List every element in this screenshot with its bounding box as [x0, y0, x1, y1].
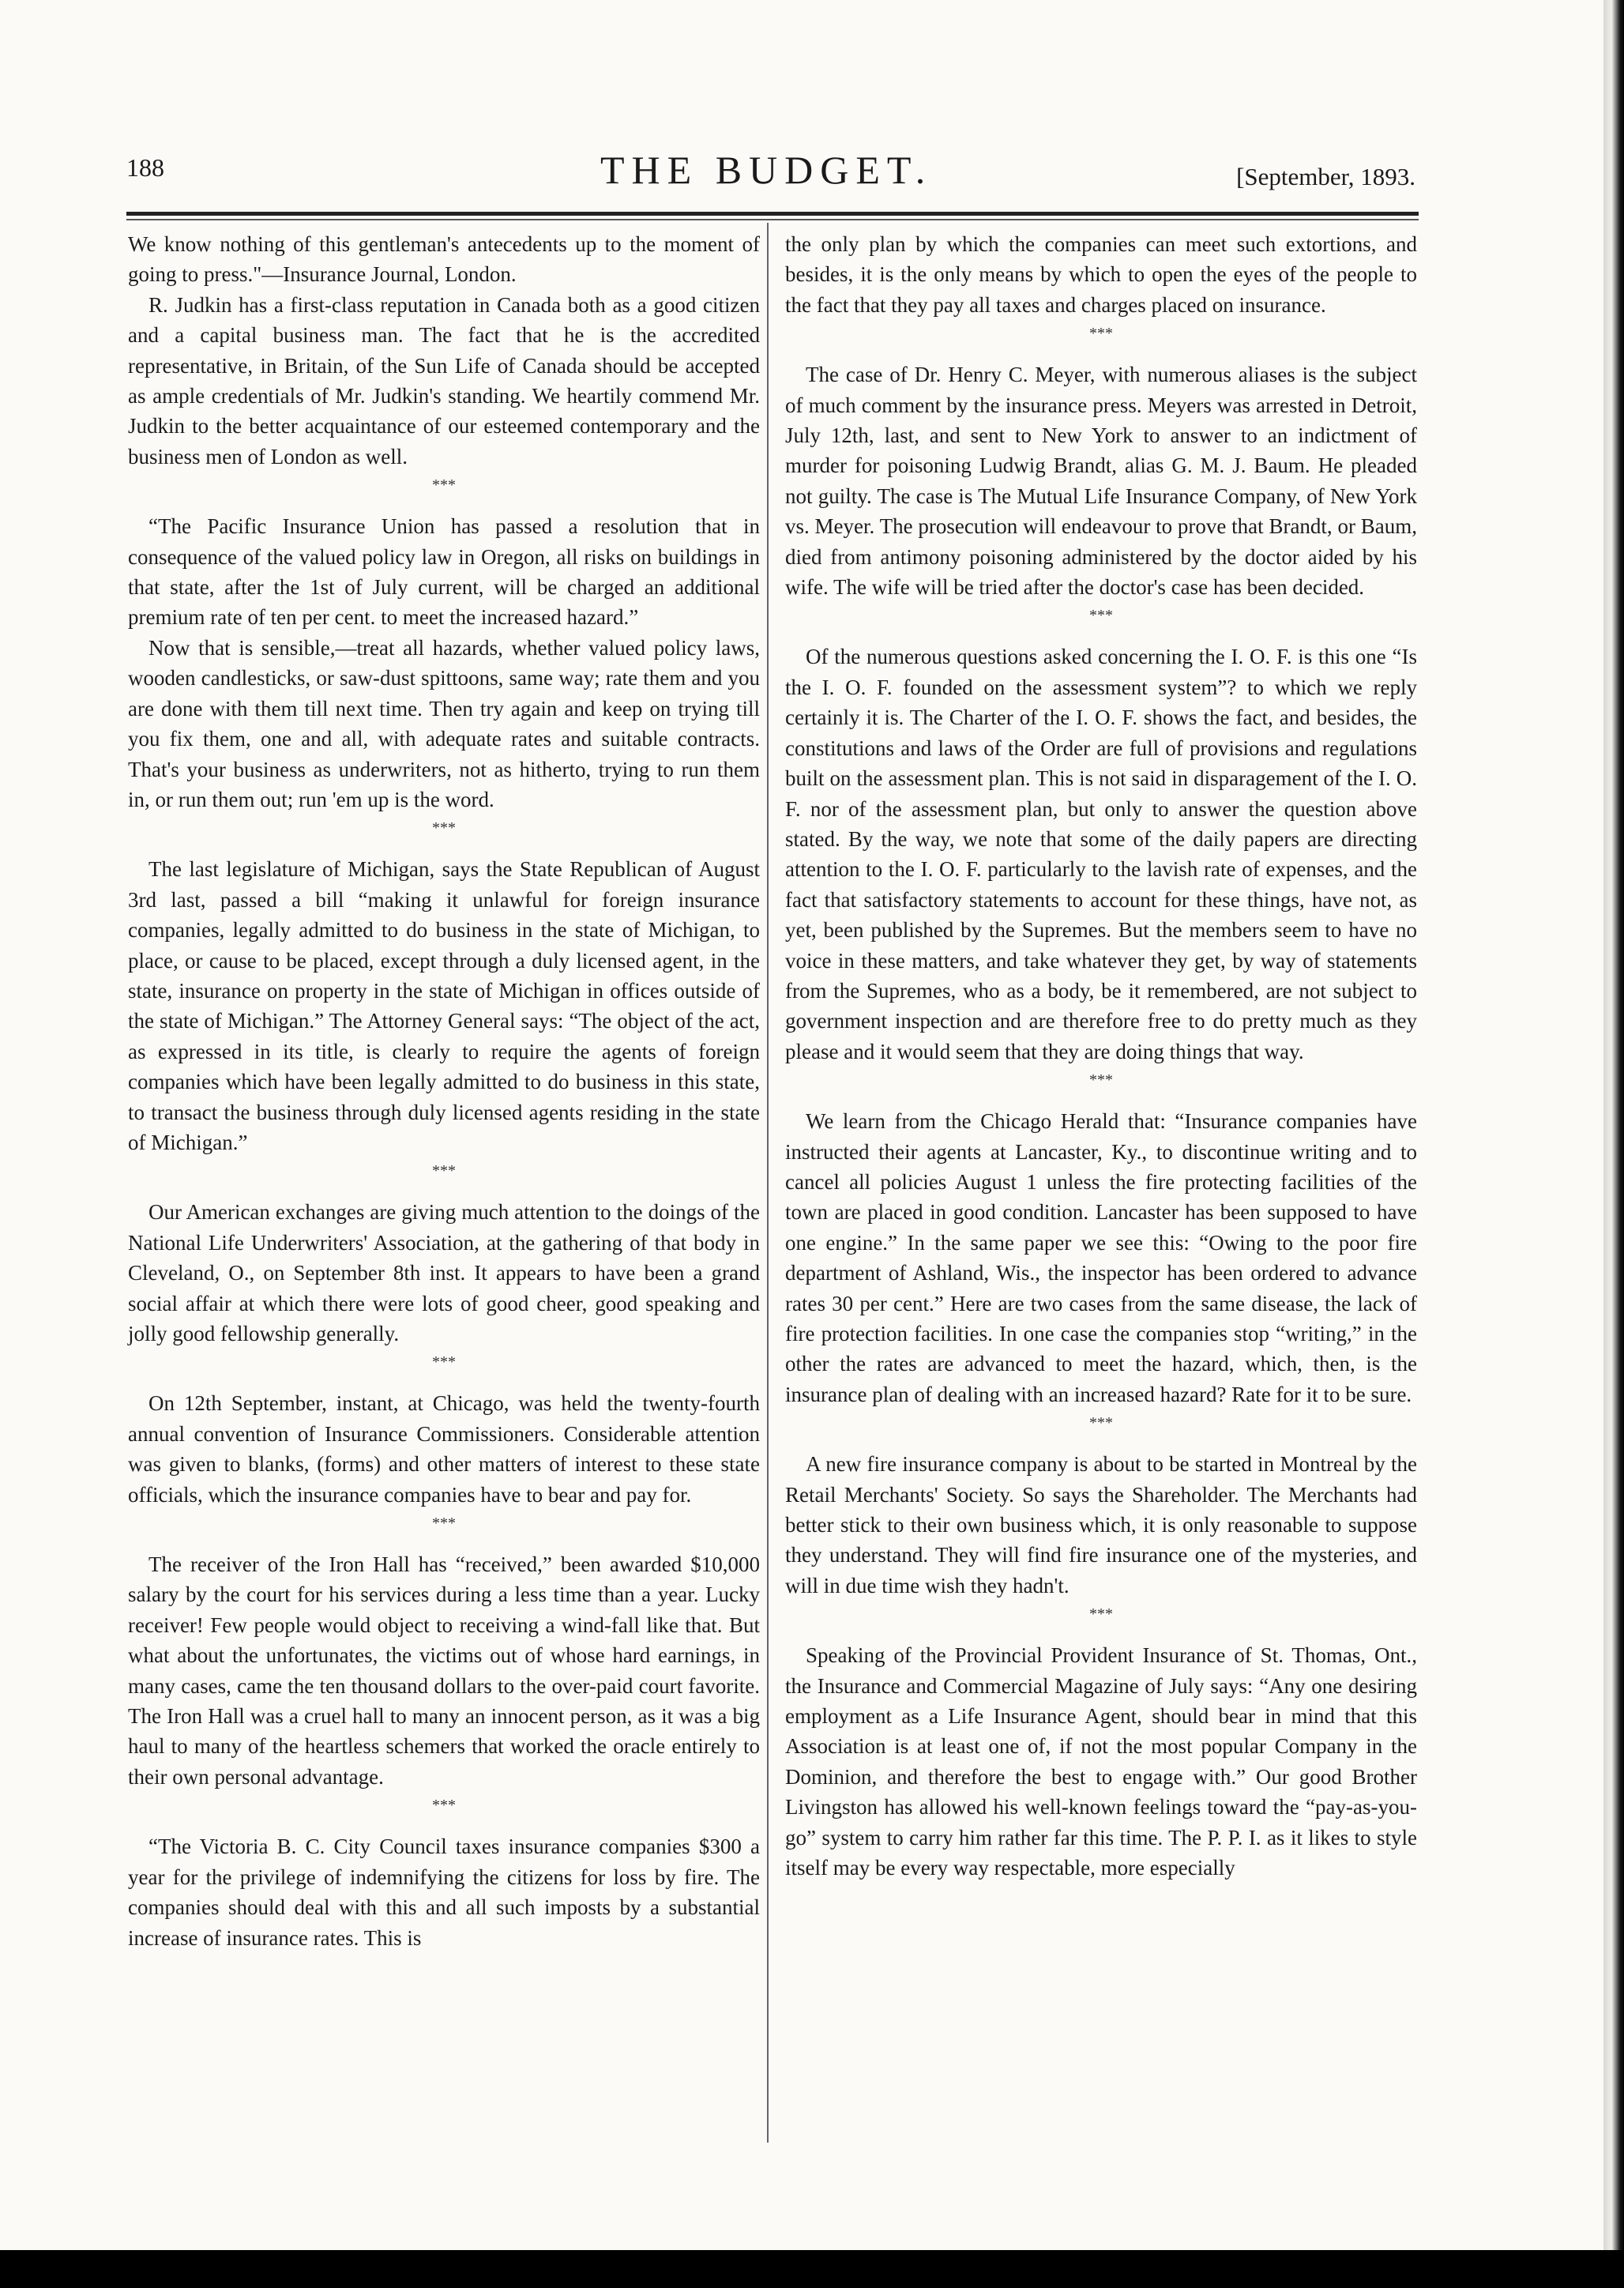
- article-paragraph: The case of Dr. Henry C. Meyer, with numerous aliases is the subject of much comment by the insurance press. Meyers was arrested in Detroit, July 12th, last, and sent to New York to answer to an indictment of murder for poisoning Ludwig Brandt, alias G. M. J. Baum. He pleaded not guilty. The case is The Mutual Life Insurance Company, of New York vs. Meyer. The prosecution will endeavour to prove that Brandt, or Baum, died from antimony poisoning administered by the doctor aided by his wife. The wife will be tried after the doctor's case has been decided.: [785, 363, 1417, 600]
- article-paragraph: The receiver of the Iron Hall has “received,” been awarded $10,000 salary by the court for his services during a less time than a year. Lucky receiver! Few people would object to receiving a wind-fall like that. But what about the unfortunates, the victims out of whose hard earnings, in many cases, came the ten thousand dollars to the over-paid court favorite. The Iron Hall was a cruel hall to many an innocent person, as it was a big haul to many of the heartless schemers that worked the oracle entirely to their own personal advantage.: [128, 1552, 760, 1789]
- page-header: [126, 147, 1415, 202]
- left-column: [128, 229, 760, 1953]
- section-divider-asterism: ***: [1089, 1605, 1113, 1624]
- article-paragraph: On 12th September, instant, at Chicago, was held the twenty-fourth annual convention of Insurance Commissioners. Considerable attention was given to blanks, (forms) and other matters of interest to these state officials, which the insurance companies have to bear and pay for.: [128, 1391, 760, 1507]
- section-divider-asterism: ***: [1089, 325, 1113, 343]
- section-divider-asterism: ***: [432, 819, 456, 837]
- page-number: 188: [126, 153, 164, 182]
- article-paragraph: R. Judkin has a first-class reputation in Canada both as a good citizen and a capital business man. The fact that he is the accredited representative, in Britain, of the Sun Life of Canada should be accepted as ample credentials of Mr. Judkin's standing. We heartily commend Mr. Judkin to the better acquaintance of our esteemed contemporary and the business men of London as well.: [128, 292, 760, 469]
- section-divider-asterism: ***: [1089, 1414, 1113, 1432]
- issue-date: [September, 1893.: [1236, 163, 1415, 190]
- article-paragraph: Of the numerous questions asked concerning the I. O. F. is this one “Is the I. O. F. founded on the assessment system”? to which we reply certainly it is. The Charter of the I. O. F. shows the fact, and besides, the constitutions and laws of the Order are full of provisions and regulations built on the assessment plan. This is not said in disparagement of the I. O. F. nor of the assessment plan, but only to answer the question above stated. By the way, we note that some of the daily papers are directing attention to the I. O. F. particularly to the lavish rate of expenses, and the fact that satisfactory statements to account for these things, have not, as yet, been published by the Supremes. But the members seem to have no voice in these matters, and take whatever they get, by way of statements from the Supremes, who as a body, be it remembered, are not subject to government inspection and are therefore free to do pretty much as they please and it would seem that they are doing things that way.: [785, 645, 1417, 1063]
- article-paragraph: “The Victoria B. C. City Council taxes insurance companies $300 a year for the privilege of indemnifying the citizens for loss by fire. The companies should deal with this and all such imposts by a substantial increase of insurance rates. This is: [128, 1835, 760, 1950]
- section-divider-asterism: ***: [432, 476, 456, 495]
- article-paragraph: We learn from the Chicago Herald that: “Insurance companies have instructed their agents at Lancaster, Ky., to discontinue writing and to cancel all policies August 1 unless the fire protecting facilities of the town are placed in good condition. Lancaster has been supposed to have one engine.” In the same paper we see this: “Owing to the poor fire department of Ashland, Wis., the inspector has been ordered to advance rates 30 per cent.” Here are two cases from the same disease, the lack of fire protection facilities. In one case the companies stop “writing,” in the other the rates are advanced to meet the hazard, which, then, is the insurance plan of dealing with an increased hazard? Rate for it to be sure.: [785, 1109, 1417, 1406]
- article-paragraph: The last legislature of Michigan, says the State Republican of August 3rd last, passed a bill “making it unlawful for foreign insurance companies, legally admitted to do business in the state of Michigan, to place, or cause to be placed, except through a duly licensed agent, in the state, insurance on property in the state of Michigan in offices outside of the state of Michigan.” The Attorney General says: “The object of the act, as expressed in its title, is clearly to require the agents of foreign companies which have been legally admitted to do business in this state, to transact the business through duly licensed agents residing in the state of Michigan.”: [128, 857, 760, 1154]
- article-paragraph: “The Pacific Insurance Union has passed a resolution that in consequence of the valued policy law in Oregon, all risks on buildings in that state, after the 1st of July current, will be charged an additional premium rate of ten per cent. to meet the increased hazard.”: [128, 514, 760, 630]
- right-column: [785, 229, 1417, 1883]
- header-rule-thin: [126, 219, 1419, 220]
- article-paragraph: Our American exchanges are giving much attention to the doings of the National Life Underwriters' Association, at the gathering of that body in Cleveland, O., on September 8th inst. It appears to have been a grand social affair at which there were lots of good cheer, good speaking and jolly good fellowship generally.: [128, 1200, 760, 1345]
- section-divider-asterism: ***: [1089, 1071, 1113, 1089]
- header-rule-thick: [126, 212, 1419, 216]
- page-right-edge: [1603, 0, 1624, 2288]
- section-divider-asterism: ***: [432, 1353, 456, 1372]
- section-divider-asterism: ***: [432, 1515, 456, 1533]
- article-paragraph: We know nothing of this gentleman's antecedents up to the moment of going to press."—Insurance Journal, London.: [128, 232, 760, 287]
- publication-title: THE BUDGET.: [600, 148, 933, 192]
- section-divider-asterism: ***: [432, 1797, 456, 1815]
- scan-border: [0, 2250, 1624, 2288]
- article-paragraph: Now that is sensible,—treat all hazards, whether valued policy laws, wooden candlesticks, or saw-dust spittoons, same way; rate them and you are done with them till next time. Then try again and keep on trying till you fix them, one and all, with adequate rates and suitable contracts. That's your business as underwriters, not as hitherto, trying to run them in, or run them out; run 'em up is the word.: [128, 635, 760, 811]
- article-paragraph: Speaking of the Provincial Provident Insurance of St. Thomas, Ont., the Insurance and Commercial Magazine of July says: “Any one desiring employment as a Life Insurance Agent, should bear in mind that this Association is at least one of, if not the most popular Company in the Dominion, and therefore the best to engage with.” Our good Brother Livingston has allowed his well-known feelings toward the “pay-as-you-go” system to carry him rather far this time. The P. P. I. as it likes to style itself may be every way respectable, more especially: [785, 1643, 1417, 1880]
- section-divider-asterism: ***: [1089, 607, 1113, 625]
- section-divider-asterism: ***: [432, 1162, 456, 1180]
- column-divider: [767, 223, 769, 2143]
- article-paragraph: A new fire insurance company is about to be started in Montreal by the Retail Merchants' Society. So says the Shareholder. The Merchants had better stick to their own business which, it is only reasonable to suppose they understand. They will find fire insurance one of the mysteries, and will in due time wish they hadn't.: [785, 1452, 1417, 1597]
- article-paragraph: the only plan by which the companies can meet such extortions, and besides, it is the only means by which to open the eyes of the people to the fact that they pay all taxes and charges placed on insurance.: [785, 232, 1417, 317]
